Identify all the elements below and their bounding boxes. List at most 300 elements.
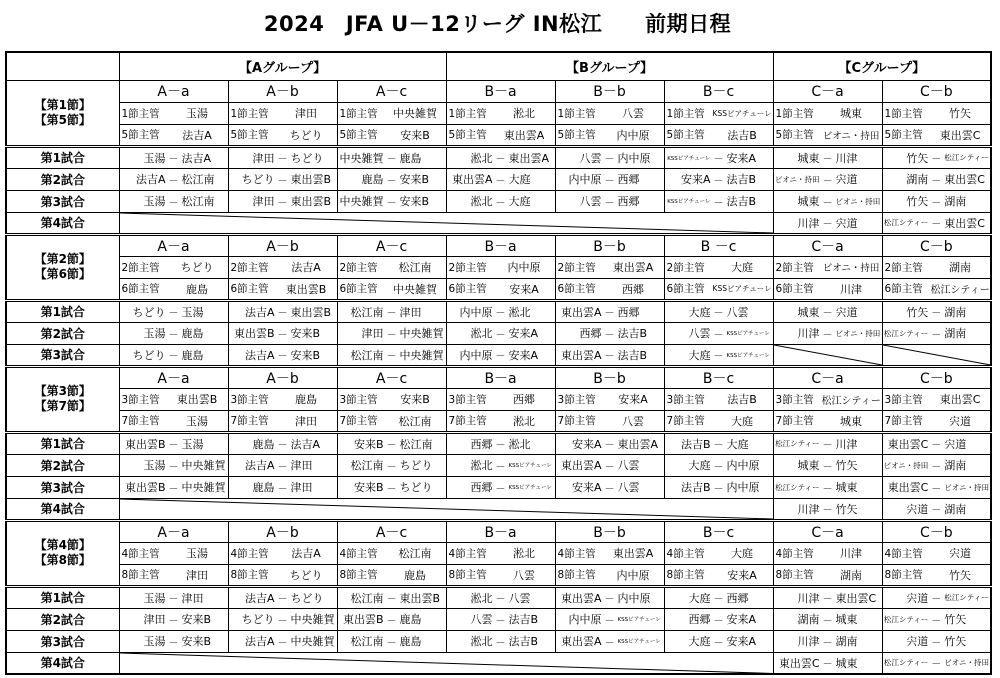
host-team: 中央雑賀 [393, 107, 437, 120]
match-cell [228, 432, 337, 454]
match-cell [664, 630, 773, 652]
host-wrap [120, 567, 228, 583]
match-dash: － [386, 440, 397, 451]
away-team: 法吉B [617, 348, 648, 362]
match-cell [773, 476, 882, 498]
match-cell [119, 630, 228, 652]
home-team: 内中原 [459, 348, 493, 362]
match-dash: － [168, 175, 179, 187]
host-wrap [556, 545, 664, 561]
host-wrap [229, 567, 337, 583]
blank-cell [773, 344, 882, 366]
host-label: 4節主管 [339, 547, 378, 560]
host-cell [882, 410, 991, 432]
home-team: 淞北 [470, 327, 493, 340]
host-team: 玉湯 [186, 414, 208, 428]
match-cell [773, 300, 882, 322]
away-team: 津田 [181, 591, 204, 605]
home-team: 法吉A [244, 305, 275, 319]
match-dash: － [931, 219, 942, 230]
away-team: 鹿島 [399, 635, 422, 648]
match-wrap [338, 150, 446, 166]
column-header: C－a [773, 520, 882, 542]
host-team: 松江南 [398, 547, 432, 560]
host-wrap [447, 127, 555, 143]
away-team: 八雲 [726, 305, 749, 319]
host-wrap [774, 127, 882, 142]
host-wrap [665, 567, 773, 583]
match-wrap [774, 590, 882, 606]
home-team: 鹿島 [361, 173, 384, 186]
match-dash: － [386, 308, 397, 319]
match-wrap [120, 479, 228, 495]
host-team: 東出雲C [939, 128, 981, 142]
host-label: 3節主管 [448, 393, 487, 406]
away-team: 法吉B [508, 635, 539, 648]
host-cell [337, 410, 446, 432]
match-dash: － [168, 329, 179, 341]
column-header: A－c [337, 80, 446, 102]
home-team: KSSビアチューレ [667, 155, 711, 162]
away-team: 津田 [290, 481, 313, 494]
match-cell [773, 212, 882, 234]
match-label: 第2試合 [6, 454, 119, 476]
away-team: 法吉B [617, 327, 648, 340]
host-label: 5節主管 [557, 129, 596, 141]
group-a-header: 【Aグループ】 [119, 52, 446, 80]
match-cell [664, 432, 773, 454]
host-label: 1節主管 [884, 107, 923, 120]
match-cell [664, 344, 773, 366]
match-dash: － [168, 440, 179, 451]
away-team: 中央雑賀 [399, 348, 444, 362]
match-cell [337, 322, 446, 344]
match-wrap [120, 150, 228, 166]
host-cell [773, 410, 882, 432]
host-cell [446, 542, 555, 564]
match-cell [228, 190, 337, 212]
host-team: 宍道 [949, 547, 972, 560]
host-team: 城東 [840, 414, 863, 428]
home-team: 玉湯 [143, 459, 166, 472]
away-team: ちどり [399, 481, 433, 494]
home-team: 法吉A [244, 591, 275, 605]
away-team: 法吉B [726, 173, 757, 186]
host-cell [228, 256, 337, 278]
away-team: 城東 [835, 613, 858, 626]
home-team: 東出雲A [561, 591, 602, 605]
host-label: 3節主管 [884, 393, 923, 406]
away-team: 玉湯 [181, 437, 204, 451]
host-cell [555, 564, 664, 586]
match-dash: － [386, 637, 397, 649]
host-cell [337, 278, 446, 300]
match-cell [337, 608, 446, 630]
match-dash: － [495, 637, 506, 649]
away-team: 内中原 [726, 481, 760, 494]
host-label: 4節主管 [775, 547, 814, 560]
host-team: 内中原 [507, 261, 541, 274]
host-label: 2節主管 [884, 261, 923, 274]
away-team: ちどり [399, 459, 433, 472]
host-cell [555, 256, 664, 278]
home-team: 松江シティー [883, 658, 929, 668]
match-cell [882, 586, 991, 608]
away-team: 中央雑賀 [181, 481, 226, 494]
match-dash: － [604, 329, 615, 341]
host-wrap [883, 567, 991, 583]
host-cell [773, 564, 882, 586]
column-header: A－c [337, 520, 446, 542]
home-team: 松江シティー [775, 482, 820, 492]
away-team: 宍道 [835, 216, 858, 230]
match-wrap [774, 633, 882, 649]
host-cell [337, 542, 446, 564]
match-cell [882, 168, 991, 190]
home-team: 東出雲A [452, 173, 493, 186]
home-team: 西郷 [470, 437, 493, 451]
match-wrap [774, 655, 882, 671]
host-cell [337, 124, 446, 146]
match-dash: － [713, 308, 724, 319]
host-wrap [556, 391, 664, 407]
match-cell [773, 630, 882, 652]
away-team: 内中原 [726, 459, 760, 472]
section-header-row [6, 520, 991, 542]
home-team: 松江南 [350, 348, 384, 362]
home-team: 城東 [797, 195, 820, 208]
match-cell [446, 168, 555, 190]
match-wrap [883, 655, 991, 670]
match-label: 第1試合 [6, 586, 119, 608]
match-dash: － [277, 594, 288, 605]
match-row [6, 608, 991, 630]
host-label: 1節主管 [339, 107, 378, 120]
host-label: 5節主管 [339, 129, 378, 141]
home-team: 大庭 [688, 635, 711, 648]
away-team: KSSビアチューレ [617, 639, 661, 645]
match-wrap [120, 325, 228, 341]
match-cell [337, 344, 446, 366]
host-label: 6節主管 [339, 283, 378, 295]
host-team: 竹矢 [949, 107, 972, 120]
host-cell [773, 278, 882, 300]
away-team: 城東 [835, 656, 858, 670]
match-dash: － [931, 175, 942, 187]
match-wrap [229, 347, 337, 363]
home-team: 玉湯 [143, 591, 166, 605]
host-wrap [229, 413, 337, 429]
column-header: C－b [882, 80, 991, 102]
away-team: 淞北 [508, 437, 531, 451]
host-team: 玉湯 [186, 107, 208, 120]
match-dash: － [604, 483, 615, 495]
corner-cell [6, 52, 119, 80]
match-dash: － [277, 483, 288, 495]
match-wrap [883, 215, 991, 231]
match-row [6, 212, 991, 234]
match-dash: － [822, 505, 833, 516]
match-wrap [338, 479, 446, 495]
host-cell [773, 124, 882, 146]
match-wrap [556, 457, 664, 473]
match-dash: － [386, 594, 397, 605]
home-team: 宍道 [906, 635, 929, 648]
match-dash: － [931, 440, 942, 451]
diagonal-line [774, 345, 882, 365]
host-wrap [665, 127, 773, 143]
away-team: 安来B [399, 195, 430, 208]
host-wrap [229, 105, 337, 121]
host-wrap [338, 567, 446, 583]
host-wrap [665, 259, 773, 275]
host-wrap [338, 259, 446, 275]
match-dash: － [168, 308, 179, 319]
match-wrap [338, 325, 446, 341]
match-dash: － [277, 308, 288, 319]
host-label: 8節主管 [666, 569, 705, 581]
home-team: 竹矢 [906, 151, 929, 165]
column-header: B－b [555, 366, 664, 388]
match-dash: － [713, 637, 724, 649]
match-dash: － [386, 154, 397, 165]
match-dash: － [604, 351, 615, 362]
host-label: 2節主管 [666, 261, 705, 274]
host-wrap [665, 106, 773, 121]
match-wrap [447, 633, 555, 649]
host-wrap [883, 413, 991, 429]
home-team: 淞北 [470, 151, 493, 165]
host-team: 八雲 [513, 568, 536, 582]
host-team: 東出雲B [285, 282, 327, 296]
host-wrap [556, 413, 664, 429]
match-dash: － [822, 637, 833, 649]
match-cell [664, 168, 773, 190]
match-dash: － [604, 461, 615, 473]
host-wrap [665, 413, 773, 429]
host-cell [773, 388, 882, 410]
match-dash: － [713, 440, 724, 451]
home-team: ちどり [132, 348, 166, 362]
host-label: 5節主管 [230, 129, 269, 141]
match-cell [555, 608, 664, 630]
host-wrap [883, 259, 991, 275]
away-team: 安来B [181, 613, 212, 626]
home-team: 西郷 [579, 327, 602, 340]
column-header: A－a [119, 234, 228, 256]
match-wrap [774, 325, 882, 341]
home-team: 津田 [143, 613, 166, 626]
home-team: 八雲 [688, 327, 711, 340]
match-wrap [774, 611, 882, 627]
home-team: 竹矢 [906, 195, 929, 208]
match-wrap [556, 150, 664, 166]
away-team: 竹矢 [835, 459, 858, 472]
away-team: 竹矢 [944, 613, 967, 626]
section-label-line: 【第2節】 [34, 252, 91, 266]
home-team: 法吉A [135, 173, 166, 186]
host-team: 法吉A [291, 261, 321, 274]
match-dash: － [277, 197, 288, 209]
match-dash: － [604, 440, 615, 451]
host-wrap [556, 259, 664, 275]
host-label: 1節主管 [557, 107, 596, 120]
section-header-row [6, 80, 991, 102]
away-team: 西郷 [617, 173, 640, 186]
section-label [6, 366, 119, 432]
host-team: 川津 [840, 282, 863, 296]
match-label: 第4試合 [6, 652, 119, 674]
host-team: 川津 [840, 547, 863, 560]
column-header: A－a [119, 366, 228, 388]
column-header: B－c [664, 366, 773, 388]
match-cell [773, 168, 882, 190]
match-cell [773, 322, 882, 344]
match-wrap [447, 611, 555, 627]
home-team: 川津 [797, 591, 820, 605]
home-team: 川津 [797, 635, 820, 648]
away-team: KSSビアチューレ [617, 617, 661, 623]
host-label: 7節主管 [557, 415, 596, 427]
match-cell [664, 146, 773, 168]
match-cell [228, 146, 337, 168]
match-wrap [120, 193, 228, 209]
host-team: 中央雑賀 [393, 282, 437, 296]
away-team: 内中原 [617, 591, 651, 605]
home-team: 鹿島 [252, 481, 275, 494]
host-wrap [120, 127, 228, 143]
section-label-line: 【第8節】 [34, 553, 91, 567]
match-dash: － [168, 615, 179, 627]
column-header: C－b [882, 234, 991, 256]
match-dash: － [386, 329, 397, 341]
column-header: A－b [228, 234, 337, 256]
home-team: 津田 [252, 151, 275, 165]
section-label-line: 【第1節】 [34, 97, 91, 112]
host-label: 1節主管 [121, 107, 160, 120]
match-cell [446, 476, 555, 498]
host-wrap [883, 391, 991, 407]
match-dash: － [495, 175, 506, 187]
match-dash: － [713, 351, 724, 362]
host-team: 鹿島 [295, 393, 317, 406]
match-cell [555, 454, 664, 476]
home-team: 松江南 [350, 635, 384, 648]
host-team: ビオニ・持田 [822, 130, 880, 142]
match-cell [337, 300, 446, 322]
host-label: 3節主管 [775, 393, 814, 406]
match-wrap [229, 633, 337, 649]
column-header: B－b [555, 520, 664, 542]
match-cell [555, 190, 664, 212]
match-wrap [665, 479, 773, 495]
match-cell [664, 322, 773, 344]
home-team: 東出雲C [887, 481, 929, 494]
host-team: ちどり [289, 128, 323, 142]
column-header: A－a [119, 520, 228, 542]
host-cell [446, 256, 555, 278]
match-wrap [447, 325, 555, 341]
column-header: C－a [773, 234, 882, 256]
match-dash: － [931, 505, 942, 516]
away-team: 東出雲B [290, 195, 332, 208]
blank-cell [882, 344, 991, 366]
host-label: 1節主管 [230, 107, 269, 120]
match-dash: － [931, 637, 942, 649]
match-wrap [665, 171, 773, 187]
home-team: 宍道 [906, 502, 929, 516]
host-team: 玉湯 [186, 547, 208, 560]
section-label [6, 520, 119, 586]
match-cell [228, 476, 337, 498]
home-team: 中央雑賀 [339, 195, 384, 208]
match-cell [446, 344, 555, 366]
away-team: 鹿島 [399, 613, 422, 626]
home-team: 松江シティー [775, 439, 820, 448]
match-cell [882, 498, 991, 520]
match-cell [446, 432, 555, 454]
match-wrap [774, 150, 882, 166]
match-wrap [338, 193, 446, 209]
host-cell [773, 256, 882, 278]
match-wrap [556, 436, 664, 452]
host-team: 大庭 [731, 547, 754, 560]
away-team: 玉湯 [181, 305, 204, 319]
host-cell [119, 102, 228, 124]
match-dash: － [495, 594, 506, 605]
home-team: 大庭 [688, 348, 711, 362]
home-team: 東出雲C [887, 437, 929, 451]
away-team: ビオニ・持田 [835, 328, 881, 338]
match-wrap [883, 436, 991, 452]
host-cell [337, 388, 446, 410]
blank-cell [119, 212, 773, 234]
column-header: B－a [446, 234, 555, 256]
host-cell [446, 124, 555, 146]
home-team: 東出雲A [561, 305, 602, 319]
match-cell [664, 476, 773, 498]
match-dash: － [604, 175, 615, 187]
match-wrap [229, 436, 337, 452]
away-team: 安来A [726, 151, 757, 165]
host-cell [446, 564, 555, 586]
blank-cell [119, 652, 773, 674]
match-dash: － [931, 461, 942, 473]
section-label-line: 【第6節】 [34, 267, 91, 281]
match-cell [882, 432, 991, 454]
match-cell [882, 608, 991, 630]
host-wrap [229, 281, 337, 297]
match-cell [773, 432, 882, 454]
match-cell [882, 322, 991, 344]
away-team: 中央雑賀 [290, 613, 335, 626]
match-cell [773, 498, 882, 520]
match-cell [882, 300, 991, 322]
match-cell [119, 454, 228, 476]
away-team: 大庭 [508, 195, 531, 208]
match-cell [664, 608, 773, 630]
host-label: 5節主管 [448, 129, 487, 141]
host-team: 鹿島 [404, 568, 426, 582]
diagonal-line [120, 653, 773, 674]
host-team: 松江シティー [930, 285, 990, 296]
host-team: 八雲 [622, 107, 645, 120]
match-cell [119, 300, 228, 322]
match-label: 第4試合 [6, 498, 119, 520]
home-team: 玉湯 [143, 151, 166, 165]
host-wrap [338, 391, 446, 407]
host-wrap [774, 105, 882, 121]
